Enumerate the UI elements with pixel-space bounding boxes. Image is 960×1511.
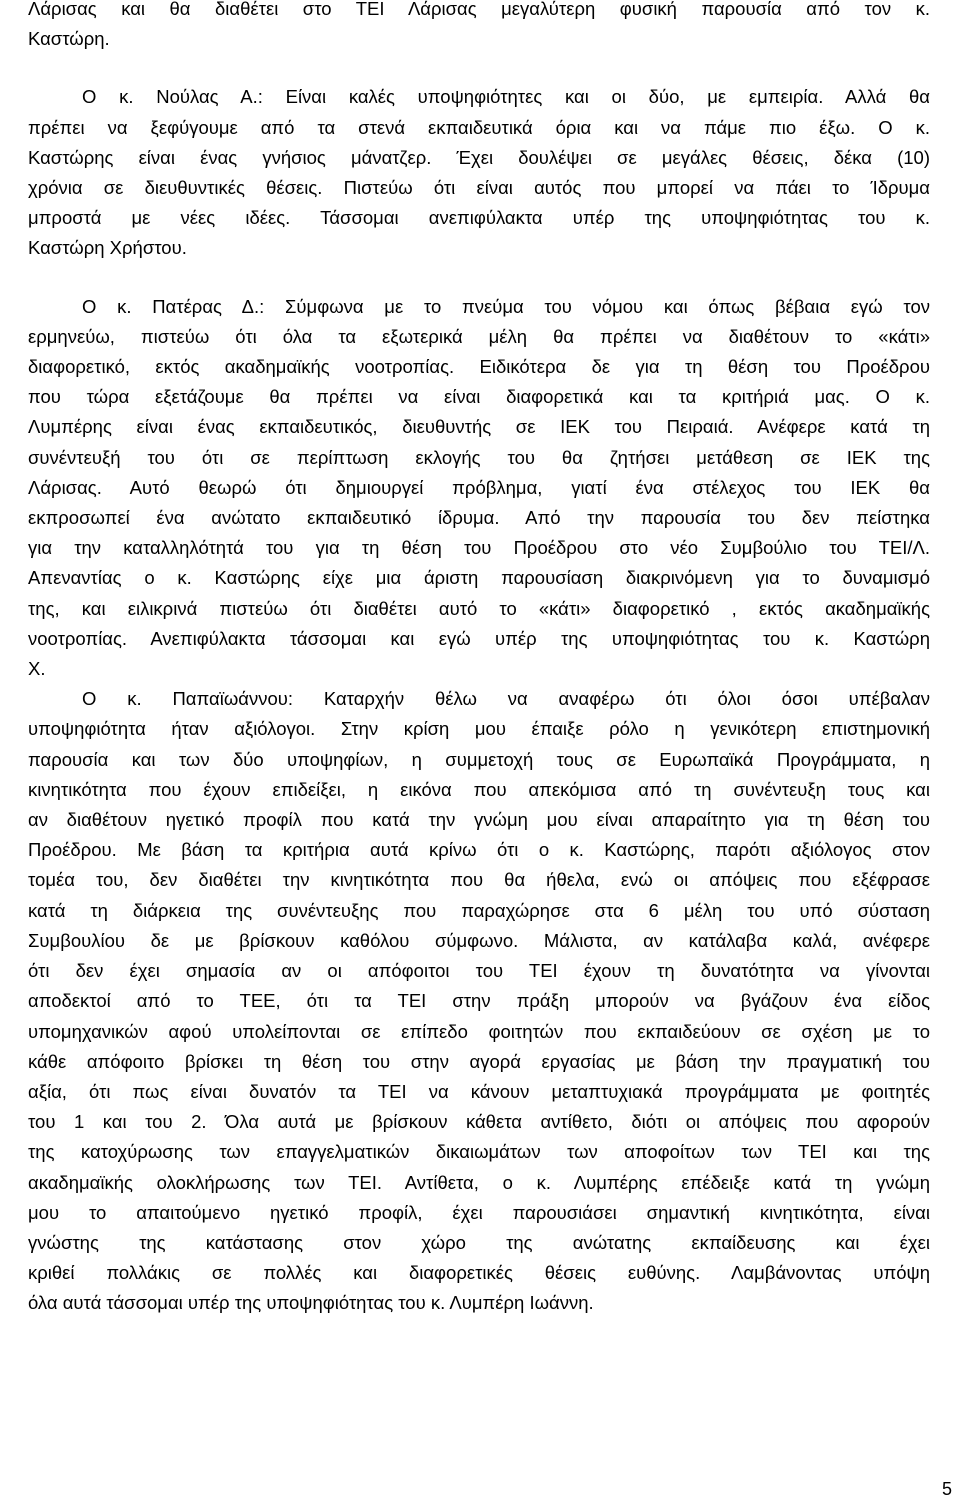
text-line: Προέδρου. Με βάση τα κριτήρια αυτά κρίνω ότι ο κ. Καστώρης, παρότι αξιόλογος στον <box>28 839 930 861</box>
text-line: Χ. <box>28 658 46 680</box>
text-line: χρόνια σε διευθυντικές θέσεις. Πιστεύω ότι είναι αυτός που μπορεί να πάει το Ίδρυμα <box>28 177 930 199</box>
text-line: ερμηνεύω, πιστεύω ότι όλα τα εξωτερικά μέλη θα πρέπει να διαθέτουν το «κάτι» <box>28 325 930 347</box>
text-line: της, και ειλικρινά πιστεύω ότι διαθέτει αυτό το «κάτι» διαφορετικό , εκτός ακαδημαϊκής <box>28 597 930 619</box>
text-line: υποψηφιότητα ήταν αξιόλογοι. Στην κρίση μου έπαιξε ρόλο η γενικότερη επιστημονική <box>28 718 930 740</box>
page-number: 5 <box>941 1479 952 1499</box>
text-line: κινητικότητα που έχουν επιδείξει, η εικόνα που απεκόμισα από τη συνέντευξη τους και <box>28 778 930 800</box>
text-line: τομέα του, δεν διαθέτει την κινητικότητα που θα ήθελα, ενώ οι απόψεις που εξέφρασε <box>28 869 930 891</box>
text-line: Καστώρη. <box>28 28 110 50</box>
text-line: για την καταλληλότητά του για τη θέση του Προέδρου στο νέο Συμβούλιο του ΤΕΙ/Λ. <box>28 537 930 559</box>
text-line: Ο κ. Νούλας Α.: Είναι καλές υποψηφιότητες και οι δύο, με εμπειρία. Αλλά θα <box>82 86 930 108</box>
text-line: κατά τη διάρκεια της συνέντευξης που παραχώρησε στα 6 μέλη του υπό σύσταση <box>28 899 930 921</box>
text-line: Απεναντίας ο κ. Καστώρης είχε μια άριστη παρουσίαση διακρινόμενη για το δυναμισμό <box>28 567 930 589</box>
text-line: Λυμπέρης είναι ένας εκπαιδευτικός, διευθυντής σε ΙΕΚ του Πειραιά. Ανέφερε κατά τη <box>28 416 930 438</box>
document-body <box>28 0 930 1319</box>
text-line: αν διαθέτουν ηγετικό προφίλ που κατά την γνώμη μου είναι απαραίτητο για τη θέση του <box>28 809 930 831</box>
text-line: μπροστά με νέες ιδέες. Τάσσομαι ανεπιφύλακτα υπέρ της υποψηφιότητας του κ. <box>28 207 930 229</box>
text-line: Καστώρη Χρήστου. <box>28 237 187 259</box>
text-line: μου το απαιτούμενο ηγετικό προφίλ, έχει παρουσιάσει σημαντική κινητικότητα, είναι <box>28 1201 930 1223</box>
text-line: ότι δεν έχει σημασία αν οι απόφοιτοι του ΤΕΙ έχουν τη δυνατότητα να γίνονται <box>28 960 930 982</box>
paragraph-noulas <box>28 82 930 263</box>
text-line: Λάρισας και θα διαθέτει στο ΤΕΙ Λάρισας μεγαλύτερη φυσική παρουσία από τον κ. <box>28 0 930 19</box>
text-line: υπομηχανικών αφού υπολείπονται σε επίπεδο φοιτητών που εκπαιδεύουν σε σχέση με το <box>28 1020 930 1042</box>
text-line: κάθε απόφοιτο βρίσκει τη θέση του στην αγορά εργασίας με βάση την πραγματική του <box>28 1050 930 1072</box>
text-line: συνέντευξή του ότι σε περίπτωση εκλογής του θα ζητήσει μετάθεση σε ΙΕΚ της <box>28 446 930 468</box>
text-line: διαφορετικό, εκτός ακαδημαϊκής νοοτροπίας. Ειδικότερα δε για τη θέση του Προέδρου <box>28 356 930 378</box>
paragraph-papaioannou <box>28 684 930 1318</box>
text-line: Λάρισας. Αυτό θεωρώ ότι δημιουργεί πρόβλημα, γιατί ένα στέλεχος του ΙΕΚ θα <box>28 476 930 498</box>
text-line: γνώστης της κατάστασης στον χώρο της ανώτατης εκπαίδευσης και έχει <box>28 1231 930 1253</box>
text-line: του 1 και του 2. Όλα αυτά με βρίσκουν κάθετα αντίθετο, διότι οι απόψεις που αφορούν <box>28 1111 930 1133</box>
text-line: που τώρα εξετάζουμε θα πρέπει να είναι διαφορετικά και τα κριτήριά μας. Ο κ. <box>28 386 930 408</box>
text-line: εκπροσωπεί ένα ανώτατο εκπαιδευτικό ίδρυμα. Από την παρουσία του δεν πείστηκα <box>28 507 930 529</box>
text-line: νοοτροπίας. Ανεπιφύλακτα τάσσομαι και εγώ υπέρ της υποψηφιότητας του κ. Καστώρη <box>28 627 930 649</box>
text-line: ακαδημαϊκής ολοκλήρωσης των ΤΕΙ. Αντίθετα, ο κ. Λυμπέρης επέδειξε κατά τη γνώμη <box>28 1171 930 1193</box>
text-line: όλα αυτά τάσσομαι υπέρ της υποψηφιότητας του κ. Λυμπέρη Ιωάννη. <box>28 1292 594 1314</box>
text-line: Καστώρης είναι ένας γνήσιος μάνατζερ. Έχει δουλέψει σε μεγάλες θέσεις, δέκα (10) <box>28 146 930 168</box>
text-line: αποδεκτοί από το ΤΕΕ, ότι τα ΤΕΙ στην πράξη μπορούν να βγάζουν ένα είδος <box>28 990 930 1012</box>
text-line: κριθεί πολλάκις σε πολλές και διαφορετικές θέσεις ευθύνης. Λαμβάνοντας υπόψη <box>28 1262 930 1284</box>
text-line: Συμβουλίου δε με βρίσκουν καθόλου σύμφωνο. Μάλιστα, αν κατάλαβα καλά, ανέφερε <box>28 929 930 951</box>
text-line: Ο κ. Πατέρας Δ.: Σύμφωνα με το πνεύμα του νόμου και όπως βέβαια εγώ τον <box>82 295 930 317</box>
text-line: αξία, ότι πως είναι δυνατόν τα ΤΕΙ να κάνουν μεταπτυχιακά προγράμματα με φοιτητές <box>28 1080 930 1102</box>
text-line: Ο κ. Παπαϊωάννου: Καταρχήν θέλω να αναφέρω ότι όλοι όσοι υπέβαλαν <box>82 688 930 710</box>
text-line: παρουσία και των δύο υποψηφίων, η συμμετοχή τους σε Ευρωπαϊκά Προγράμματα, η <box>28 748 930 770</box>
text-line: της κατοχύρωσης των επαγγελματικών δικαιωμάτων των αποφοίτων των ΤΕΙ και της <box>28 1141 930 1163</box>
text-line: πρέπει να ξεφύγουμε από τα στενά εκπαιδευτικά όρια και να πάμε πιο έξω. Ο κ. <box>28 116 930 138</box>
paragraph-1 <box>28 0 930 54</box>
paragraph-pateras <box>28 292 930 685</box>
